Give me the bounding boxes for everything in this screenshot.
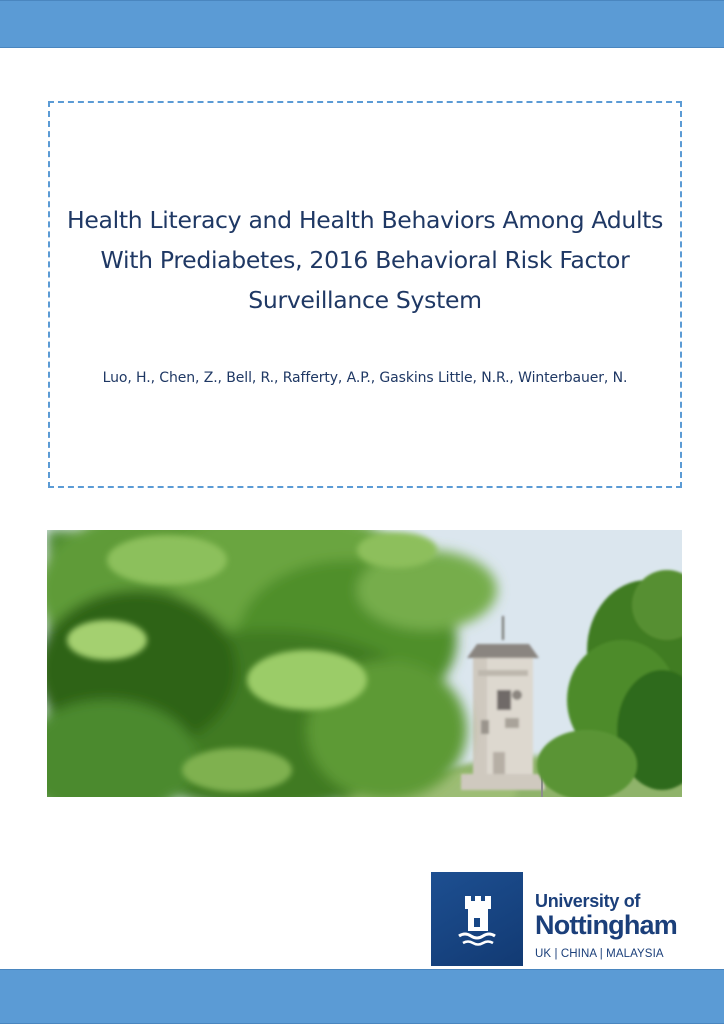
title-box (48, 101, 682, 488)
logo-wordmark (535, 891, 685, 960)
university-logo (431, 872, 681, 966)
top-banner (0, 0, 724, 48)
document-authors: Luo, H., Chen, Z., Bell, R., Rafferty, A.P., Gaskins Little, N.R., Winterbauer, N. (102, 370, 628, 386)
logo-nottingham: Nottingham (535, 910, 677, 940)
castle-crest-icon (431, 872, 523, 966)
logo-university-of: University of (535, 891, 641, 911)
logo-campuses: UK | CHINA | MALAYSIA (535, 948, 664, 960)
campus-clock-tower-photo (47, 530, 682, 797)
document-title: Health Literacy and Health Behaviors Among Adults With Prediabetes, 2016 Behavioral Risk Factor Surveillance System (66, 206, 664, 314)
bottom-banner (0, 969, 724, 1024)
